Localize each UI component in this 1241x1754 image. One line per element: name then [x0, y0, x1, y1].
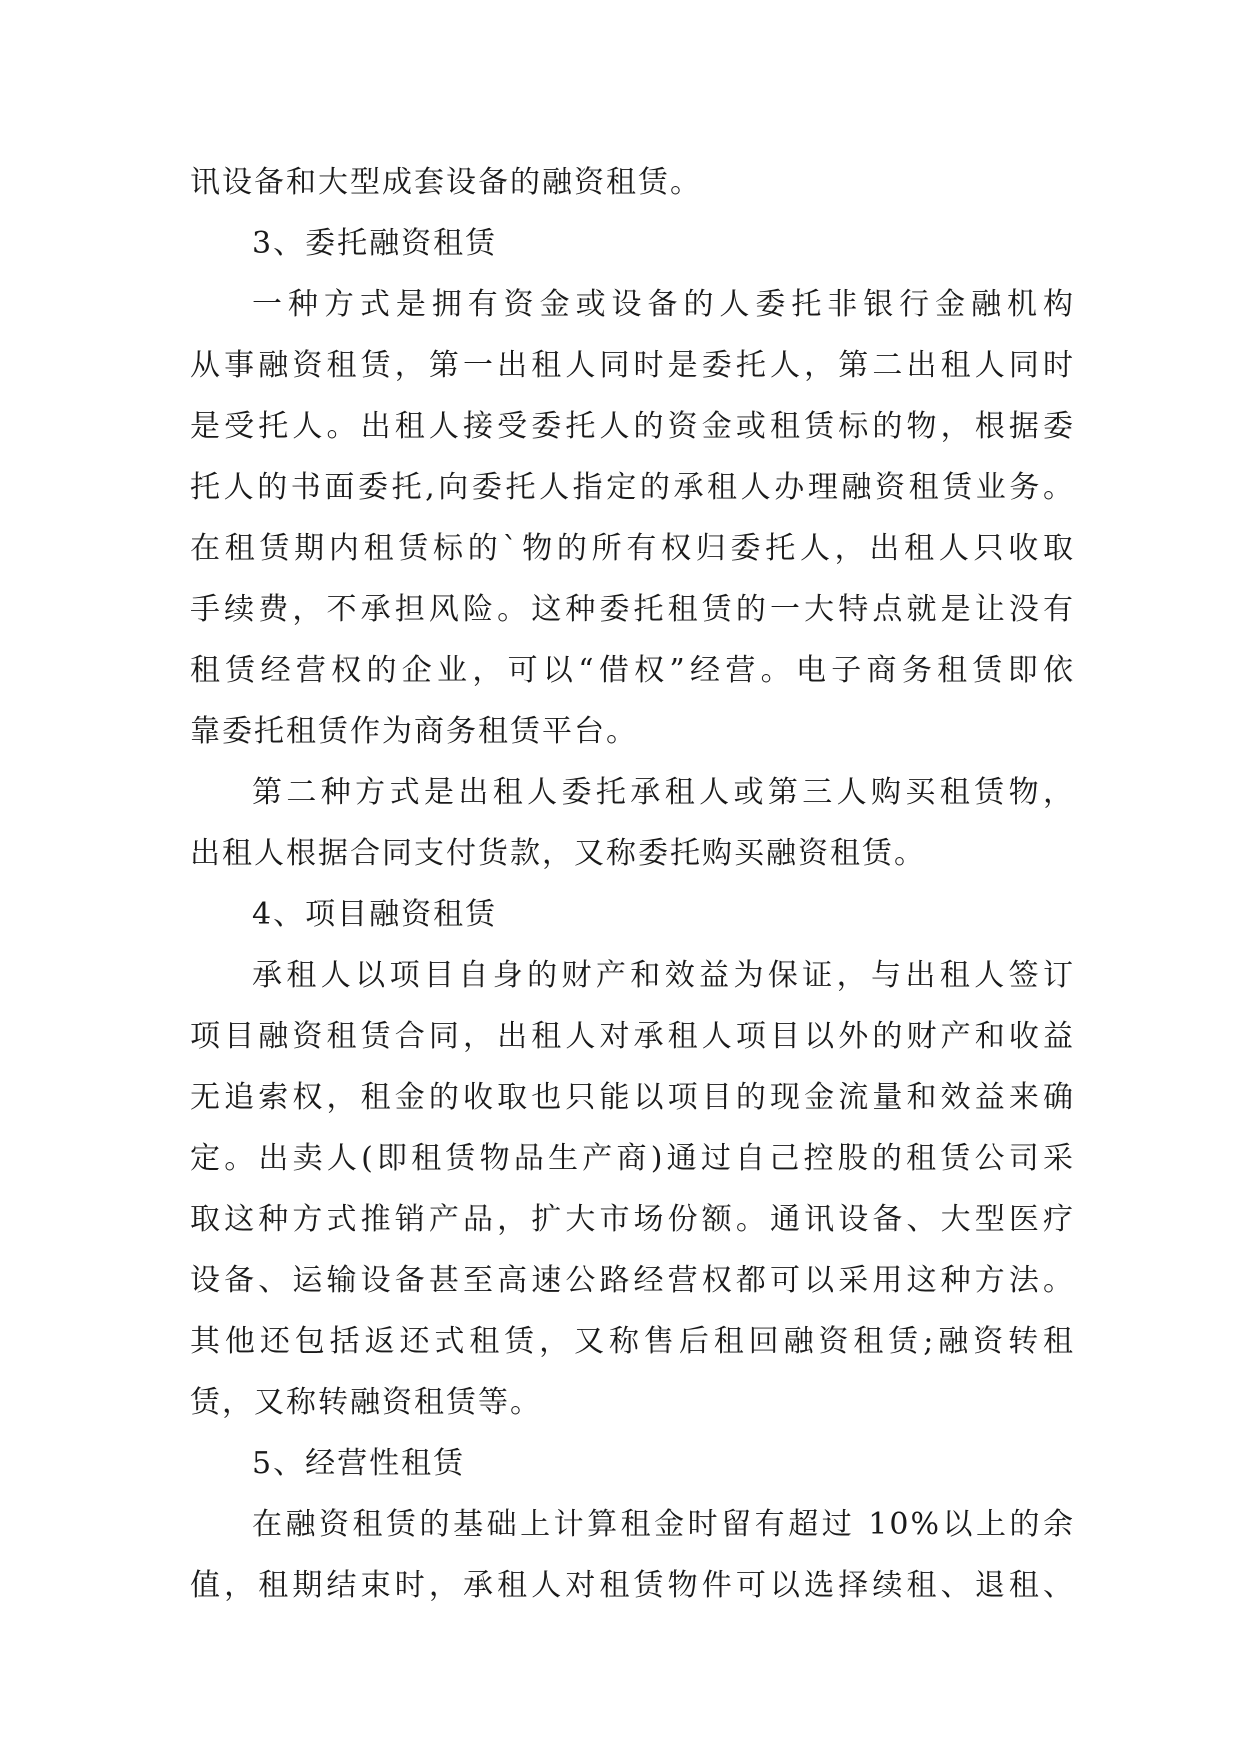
text-line: 从事融资租赁，第一出租人同时是委托人，第二出租人同时 [190, 348, 1075, 383]
text-line: 值，租期结束时，承租人对租赁物件可以选择续租、退租、 [190, 1568, 1075, 1603]
text-line: 托人的书面委托,向委托人指定的承租人办理融资租赁业务。 [190, 470, 1075, 505]
text-line: 无追索权，租金的收取也只能以项目的现金流量和效益来确 [190, 1080, 1075, 1115]
text-line: 靠委托租赁作为商务租赁平台。 [190, 714, 638, 749]
text-line: 租赁经营权的企业，可以“借权”经营。电子商务租赁即依 [190, 653, 1075, 688]
text-line: 在融资租赁的基础上计算租金时留有超过 10%以上的余 [252, 1507, 1075, 1542]
section-heading: 5、经营性租赁 [252, 1446, 466, 1481]
text-line: 是受托人。出租人接受委托人的资金或租赁标的物，根据委 [190, 409, 1075, 444]
text-line: 讯设备和大型成套设备的融资租赁。 [190, 165, 702, 200]
text-line: 项目融资租赁合同，出租人对承租人项目以外的财产和收益 [190, 1019, 1075, 1054]
text-line: 承租人以项目自身的财产和效益为保证，与出租人签订 [252, 958, 1075, 993]
section-heading: 4、项目融资租赁 [252, 897, 498, 932]
text-line: 一种方式是拥有资金或设备的人委托非银行金融机构 [252, 287, 1075, 322]
text-line: 其他还包括返还式租赁，又称售后租回融资租赁;融资转租 [190, 1324, 1075, 1359]
text-line: 在租赁期内租赁标的`物的所有权归委托人，出租人只收取 [190, 531, 1075, 566]
document-body [190, 152, 1075, 1616]
text-line: 手续费，不承担风险。这种委托租赁的一大特点就是让没有 [190, 592, 1075, 627]
text-line: 定。出卖人(即租赁物品生产商)通过自己控股的租赁公司采 [190, 1141, 1075, 1176]
text-line: 赁，又称转融资租赁等。 [190, 1385, 542, 1420]
text-line: 第二种方式是出租人委托承租人或第三人购买租赁物， [252, 775, 1075, 810]
text-line: 出租人根据合同支付货款，又称委托购买融资租赁。 [190, 836, 926, 871]
text-line: 取这种方式推销产品，扩大市场份额。通讯设备、大型医疗 [190, 1202, 1075, 1237]
text-line: 设备、运输设备甚至高速公路经营权都可以采用这种方法。 [190, 1263, 1075, 1298]
section-heading: 3、委托融资租赁 [252, 226, 498, 261]
